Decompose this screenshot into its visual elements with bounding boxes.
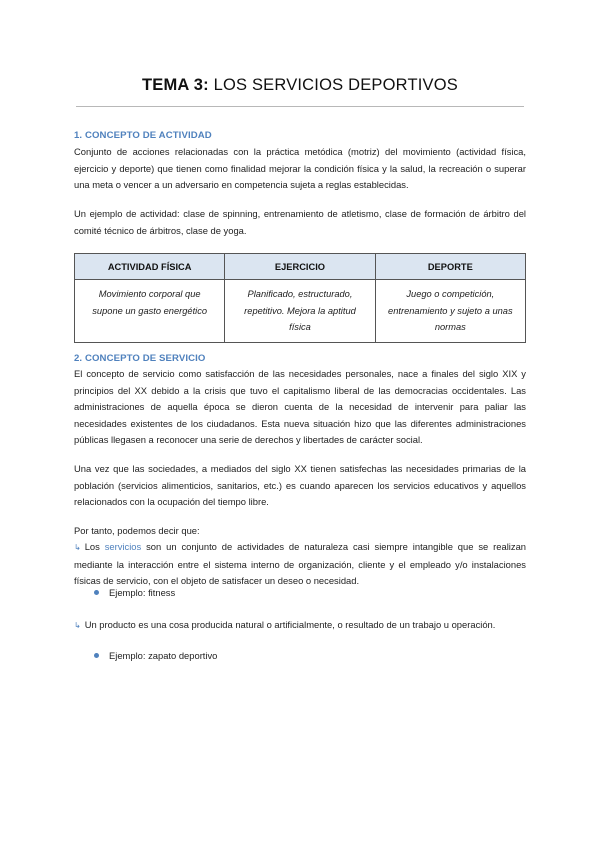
services-definition bbox=[74, 539, 526, 590]
bullet-dot-icon bbox=[94, 653, 99, 658]
section1-paragraph-1: Conjunto de acciones relacionadas con la práctica metódica (motriz) del movimiento (actividad física, ejercicio y deporte) que tienen como finalidad mejorar la condición física y la salud, la recreación o superar una meta o vencer a un adversario en competencia sujeta a reglas establecidas. bbox=[74, 146, 526, 191]
example-shoe bbox=[94, 650, 217, 661]
page-title bbox=[0, 76, 600, 95]
title-rest: LOS SERVICIOS DEPORTIVOS bbox=[208, 76, 458, 94]
table-header-cell: DEPORTE bbox=[375, 254, 525, 280]
product-text: Un producto es una cosa producida natural o artificialmente, o resultado de un trabajo u operación. bbox=[84, 619, 496, 630]
table-header-cell: EJERCICIO bbox=[225, 254, 375, 280]
services-highlight: servicios bbox=[104, 541, 142, 552]
table-cell: Planificado, estructurado, repetitivo. Mejora la aptitud física bbox=[225, 280, 375, 343]
section1-heading: 1. CONCEPTO DE ACTIVIDAD bbox=[74, 130, 212, 141]
title-divider bbox=[76, 106, 524, 107]
example-fitness-text: Ejemplo: fitness bbox=[109, 587, 176, 598]
section2-paragraph-3: Por tanto, podemos decir que: bbox=[74, 525, 200, 536]
services-post: son un conjunto de actividades de naturaleza casi siempre intangible que se realizan mediante la interacción entre el sistema interno de organización, cliente y el empleado y/o instalaciones físicas de servicio, con el objeto de satisfacer un deseo o necesidad. bbox=[74, 541, 526, 587]
product-definition bbox=[74, 617, 526, 635]
table-header-row bbox=[75, 254, 526, 280]
table-cell: Movimiento corporal que supone un gasto energético bbox=[75, 280, 225, 343]
arrow-icon: ↳ bbox=[74, 543, 81, 552]
title-bold: TEMA 3: bbox=[141, 76, 209, 94]
section1-paragraph-2: Un ejemplo de actividad: clase de spinning, entrenamiento de atletismo, clase de formación de árbitro del comité técnico de árbitros, clase de yoga. bbox=[74, 208, 526, 236]
example-fitness bbox=[94, 587, 175, 598]
section2-heading: 2. CONCEPTO DE SERVICIO bbox=[74, 353, 206, 364]
section2-paragraph-2: Una vez que las sociedades, a mediados del siglo XX tienen satisfechas las necesidades primarias de la población (servicios alimenticios, sanitarios, etc.) es cuando aparecen los servicios educativos y aquellos relacionados con la ocupación del tiempo libre. bbox=[74, 463, 526, 508]
activity-table bbox=[74, 253, 526, 343]
table-header-cell: ACTIVIDAD FÍSICA bbox=[75, 254, 225, 280]
section2-paragraph-1: El concepto de servicio como satisfacción de las necesidades personales, nace a finales del siglo XIX y principios del XX debido a la crisis que tuvo el capitalismo liberal de las democracias occidentales. Las administraciones de aquella época se dieron cuenta de la necesidad de intervenir para paliar las necesidades existentes de los ciudadanos. Esta nueva situación hizo que las diferentes administraciones públicas llegasen a reconocer una serie de derechos y libertades de carácter social. bbox=[74, 368, 526, 446]
table-cell: Juego o competición, entrenamiento y sujeto a unas normas bbox=[375, 280, 525, 343]
table-row bbox=[75, 280, 526, 343]
example-shoe-text: Ejemplo: zapato deportivo bbox=[109, 650, 218, 661]
services-pre: Los bbox=[84, 541, 105, 552]
arrow-icon: ↳ bbox=[74, 621, 81, 630]
bullet-dot-icon bbox=[94, 590, 99, 595]
